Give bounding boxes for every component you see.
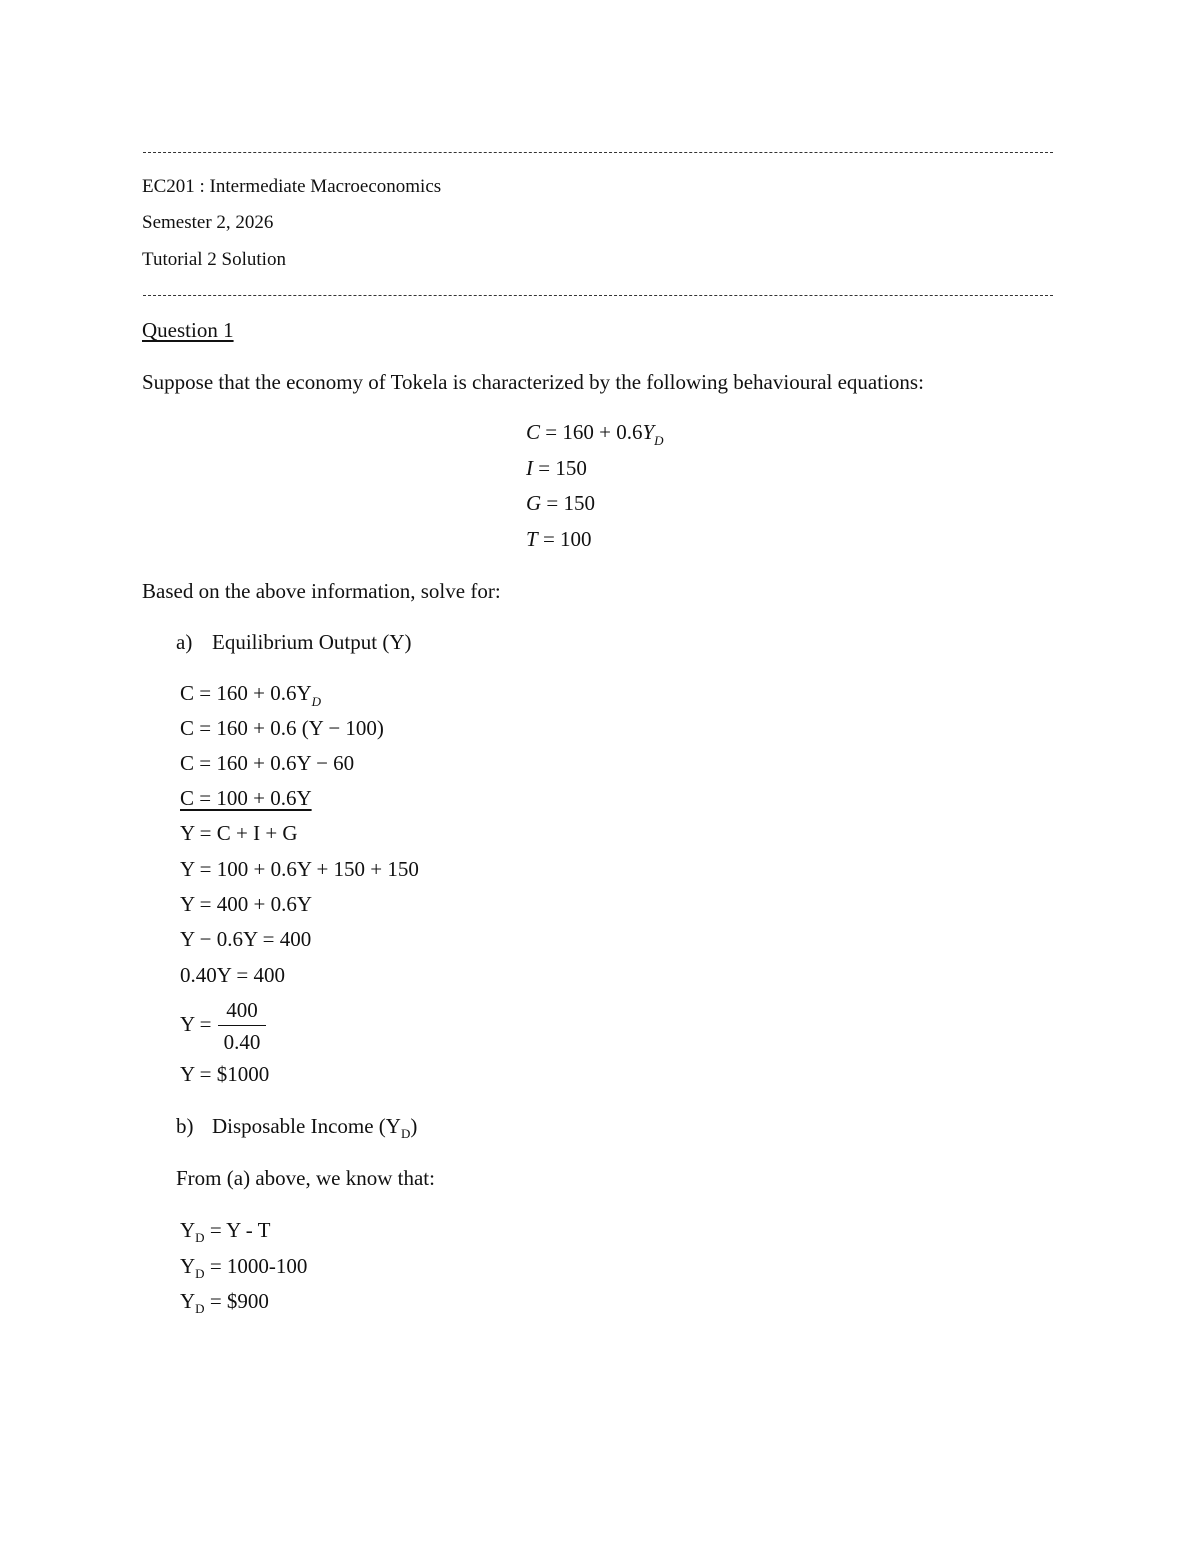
step-a-6: Y = 100 + 0.6Y + 150 + 150	[180, 857, 419, 881]
step-a-10: Y =	[180, 1012, 212, 1036]
part-a-label: a)	[176, 630, 193, 654]
fraction-400-over-040	[218, 998, 266, 1058]
question-intro: Suppose that the economy of Tokela is characterized by the following behavioural equations:	[142, 370, 924, 394]
step-b-2: $Y_D = 1000-100$	[180, 1254, 308, 1281]
eq-rhs: 150	[555, 456, 587, 480]
question-title: Question 1	[142, 318, 234, 342]
equation-consumption: $C = 160 + 0.6Y_D$	[526, 420, 664, 448]
step-a-8: Y − 0.6Y = 400	[180, 927, 312, 951]
part-a-title: Equilibrium Output (Y)	[212, 630, 412, 654]
equation-government: G = 150	[526, 491, 596, 515]
semester-label: Semester 2, 2026	[142, 212, 274, 233]
step-a-1: $C = 160 + 0.6Y_D$	[180, 681, 321, 709]
eq-sub: D	[654, 433, 664, 448]
equation-taxes: T = 100	[526, 527, 592, 551]
step-a-2: C = 160 + 0.6 (Y − 100)	[180, 716, 384, 740]
equation-investment: I = 150	[526, 456, 587, 480]
step-b-3: $Y_D$ = $900	[180, 1289, 269, 1316]
eq-lhs: C	[526, 420, 541, 444]
eq-rhs: 150	[563, 491, 596, 515]
step-a-3: C = 160 + 0.6Y − 60	[180, 751, 355, 775]
part-b-label: b)	[176, 1114, 194, 1138]
eq-lhs: T	[526, 527, 538, 551]
step-a-11: Y = $1000	[180, 1062, 270, 1086]
eq-lhs: G	[526, 491, 542, 515]
step-a-4: C = 100 + 0.6Y	[180, 786, 312, 810]
eq-rhs: 100	[560, 527, 592, 551]
step-a-9: 0.40Y = 400	[180, 963, 285, 987]
fraction-numerator: 400	[226, 998, 258, 1022]
eq-var: Y	[642, 420, 655, 444]
eq-lhs: I	[526, 456, 533, 480]
step-a-5: Y = C + I + G	[180, 821, 298, 845]
part-b-intro: From (a) above, we know that:	[176, 1166, 435, 1190]
fraction-bar	[218, 1025, 266, 1026]
part-b-title: Disposable Income $(Y_D)$	[212, 1114, 418, 1141]
solve-prompt: Based on the above information, solve for:	[142, 579, 501, 603]
fraction-denominator: 0.40	[223, 1030, 261, 1054]
course-title: EC201 : Intermediate Macroeconomics	[142, 176, 442, 197]
step-a-7: Y = 400 + 0.6Y	[180, 892, 312, 916]
tutorial-title: Tutorial 2 Solution	[142, 249, 286, 270]
bottom-divider	[143, 295, 1053, 296]
top-divider	[143, 152, 1053, 153]
step-b-1: $Y_D = Y - T$	[180, 1218, 271, 1245]
eq-rhs: 160 + 0.6	[562, 420, 643, 444]
